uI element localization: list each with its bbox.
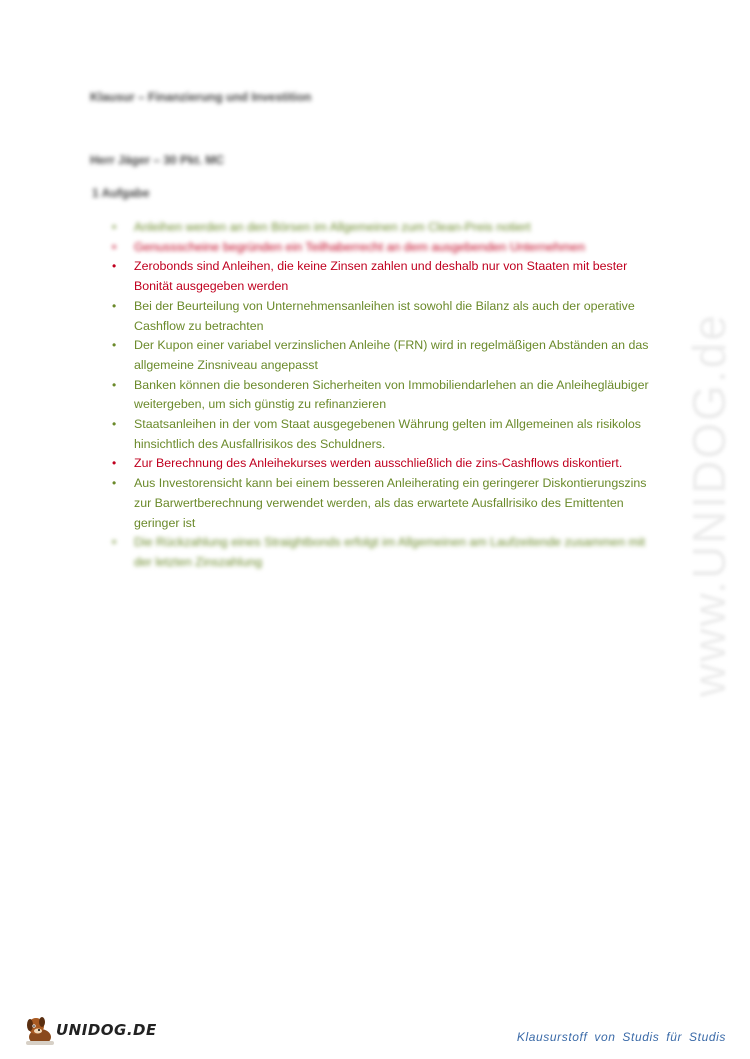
watermark: www.UNIDOG.de [683,313,735,697]
statement-item [112,297,662,336]
document-title: Klausur – Finanzierung und Investition [90,90,312,104]
statement-text: Der Kupon einer variabel verzinslichen Anleihe (FRN) wird in regelmäßigen Abständen an das allgemeine Zinsniveau angepasst [134,338,649,372]
task-heading: 1 Aufgabe [92,186,150,200]
bullet-icon: • [112,476,117,491]
statement-item [112,336,662,375]
bullet-icon: • [112,535,117,550]
statement-text: Zur Berechnung des Anleihekurses werden ausschließlich die zins-Cashflows diskontiert. [134,456,623,471]
bullet-icon: • [112,220,117,234]
footer-slogan: Klausurstoff von Studis für Studis [516,1030,726,1044]
teacher-line: Herr Jäger – 30 Pkt. MC [90,153,225,167]
statement-list [112,218,662,573]
statement-text: Staatsanleihen in der vom Staat ausgegebenen Währung gelten im Allgemeinen als risikolos hinsichtlich des Ausfallrisikos des Schuldners. [134,417,641,451]
dog-icon [22,1013,58,1047]
statement-item [112,454,662,474]
bullet-icon: • [112,377,117,392]
statement-text: Aus Investorensicht kann bei einem besseren Anleiherating ein geringerer Diskontierungszins zur Barwertberechnung verwendet werden, als das erwartete Ausfallrisiko des Emittenten geringer ist [134,476,647,530]
statement-item [112,257,662,296]
statement-item [112,415,662,454]
statement-item [112,238,662,258]
bullet-icon: • [112,259,117,274]
statement-text: Die Rückzahlung eines Straightbonds erfolgt im Allgemeinen am Laufzeitende zusammen mit der letzten Zinszahlung [134,535,646,569]
bullet-icon: • [112,298,117,313]
statement-item [112,376,662,415]
bullet-icon: • [112,338,117,353]
statement-item [112,533,662,572]
statement-text: Genussscheine begründen ein Teilhaberrecht an dem ausgebenden Unternehmen [134,239,585,254]
statement-text: Bei der Beurteilung von Unternehmensanleihen ist sowohl die Bilanz als auch der operative Cashflow zu betrachten [134,298,635,333]
logo-text: UNIDOG.DE [56,1021,157,1039]
statement-text: Anleihen werden an den Börsen im Allgemeinen zum Clean-Preis notiert [134,220,531,234]
statement-item [112,218,662,238]
statement-text: Zerobonds sind Anleihen, die keine Zinsen zahlen und deshalb nur von Staaten mit bester Bonität ausgegeben werden [134,259,628,294]
statement-item [112,474,662,533]
bullet-icon: • [112,417,117,432]
footer-logo [22,1012,157,1048]
bullet-icon: • [112,456,117,471]
statement-text: Banken können die besonderen Sicherheiten von Immobiliendarlehen an die Anleihegläubiger weitergeben, um sich günstig zu refinanzieren [134,377,649,412]
bullet-icon: • [112,239,117,254]
